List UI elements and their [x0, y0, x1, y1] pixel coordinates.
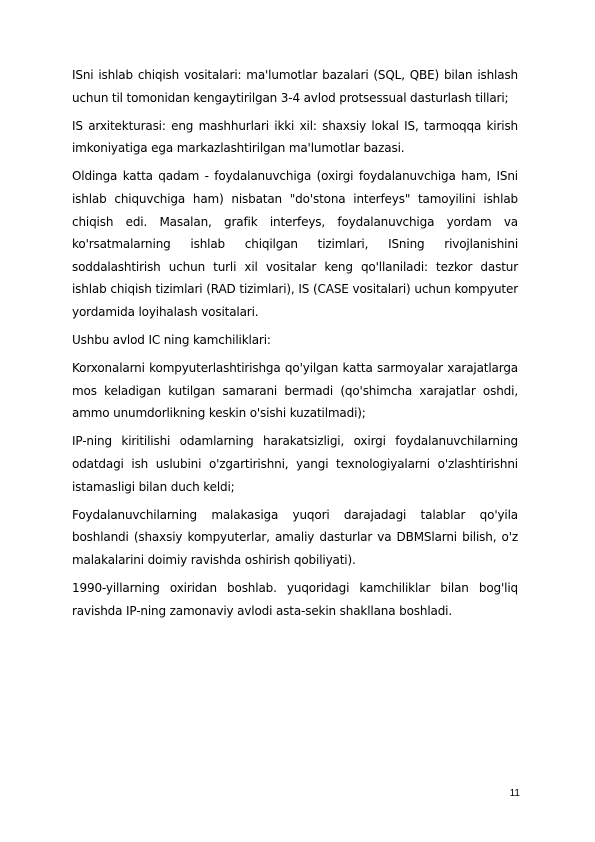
paragraph-qualification: Foydalanuvchilarning malakasiga yuqori darajadagi talablar qo'yila boshlandi (shaxsiy kompyuterlar, amaliy dasturlar va DBMSlarni bilish, o'z malakalarini doimiy ravishda oshirish qobiliyati). — [72, 507, 518, 567]
page-number: 11 — [509, 788, 520, 799]
paragraph-architecture: IS arxitekturasi: eng mashhurlari ikki xil: shaxsiy lokal IS, tarmoqqa kirish imkoniyatiga ega markazlashtirilgan ma'lumotlar bazasi. — [72, 118, 518, 156]
paragraph-modern-generation: 1990-yillarning oxiridan boshlab. yuqoridagi kamchiliklar bilan bog'liq ravishda IP-ning zamonaviy avlodi asta-sekin shakllana boshladi. — [72, 580, 518, 618]
paragraph-drawbacks-heading: Ushbu avlod IC ning kamchiliklari: — [72, 333, 271, 348]
paragraph-development-tools: ISni ishlab chiqish vositalari: ma'lumotlar bazalari (SQL, QBE) bilan ishlash uchun til tomonidan kengaytirilgan 3-4 avlod protsessual dasturlash tillari; — [72, 68, 518, 105]
paragraph-friendly-interface: Oldinga katta qadam - foydalanuvchiga (oxirgi foydalanuvchiga ham, ISni ishlab chiquvchiga ham) nisbatan "do'stona interfeys" tamoyilini ishlab chiqish edi. Masalan, grafik interfeys, foydalanuvchiga yordam va ko'rsatmalarning ishlab chiqilgan tizimlari, ISning rivojlanishini soddalashtirish uchun turli xil vositalar keng qo'llaniladi: tezkor dastur ishlab chiqish tizimlari (RAD tizimlari), IS (CASE vositalari) uchun kompyuter yordamida loyihalash vositalari. — [72, 169, 518, 319]
page-content — [72, 64, 518, 628]
paragraph-investments: Korxonalarni kompyuterlashtirishga qo'yilgan katta sarmoyalar xarajatlarga mos keladigan kutilgan samarani bermadi (qo'shimcha xarajatlar oshdi, ammo unumdorlikning keskin o'sishi kuzatilmadi); — [72, 361, 518, 421]
paragraph-resistance: IP-ning kiritilishi odamlarning harakatsizligi, oxirgi foydalanuvchilarning odatdagi ish uslubini o'zgartirishni, yangi texnologiyalarni o'zlashtirishni istamasligi bilan duch keldi; — [72, 434, 518, 494]
